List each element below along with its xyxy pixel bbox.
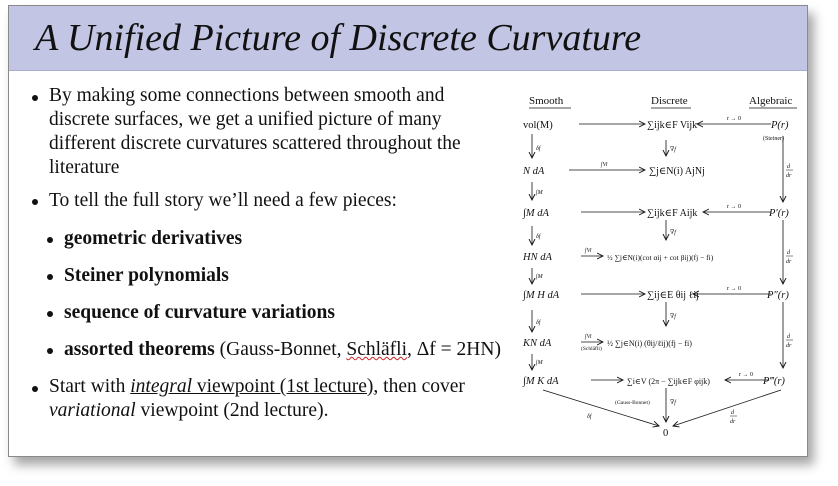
label-int-m: ∫M [536,190,543,196]
node-int-dA: ∫M dA [523,208,549,219]
header-discrete: Discrete [651,95,688,107]
d-dr-denominator: dr [786,259,792,265]
bullet-start [49,375,465,423]
d-dr-numerator: d [787,164,790,170]
steiner-note: (Steiner) [763,136,784,142]
theorems-text: , Δf = 2HN) [407,339,501,360]
bullet-dot [32,386,38,392]
label-int-vi: ∫Vi [585,248,592,254]
sub-bullet-derivatives: geometric derivatives [64,228,243,249]
bullet-dot [32,199,38,205]
node-dihedral-laplacian: ½ ∑j∈N(i) (θij/ℓij)(fj − fi) [607,339,692,348]
label-delta-f: δf [536,146,541,152]
bullet-line: different discrete curvatures scattered throughout the [49,133,461,154]
d-dr-numerator: d [731,410,734,416]
bullet-line: literature [49,157,120,178]
node-angle-defect: ∑i∈V (2π − ∑ijk∈F φijk) [627,377,710,386]
node-kn-dA: KN dA [523,338,552,349]
node-p: P(r) [771,120,789,131]
bullet-line: By making some connections between smooth and [49,85,445,106]
label-int-vi: ∫Vi [585,334,592,340]
theorems-text: (Gauss-Bonnet, [214,339,347,360]
curvature-diagram [519,88,799,444]
start-text: Start with [49,376,131,397]
node-p-double-prime: P″(r) [767,290,789,301]
slide [8,5,808,457]
schlafli-word: Schläfli [346,339,408,360]
first-lecture-link: viewpoint (1st lecture) [192,376,374,397]
node-hn-dA: HN dA [523,252,552,263]
theorems-label: assorted theorems [64,339,215,360]
label-delta-f: δf [536,320,541,326]
node-sum-theta-l: ∑ij∈E θij ℓij [647,290,699,301]
start-text: , then cover [373,376,465,397]
label-d-dr [730,410,737,425]
label-int-m: ∫M [536,360,543,366]
label-r-to-0: r → 0 [739,372,753,378]
node-cot-laplacian: ½ ∑j∈N(i)(cot αij + cot βij)(fj − fi) [607,253,714,262]
label-schlafli: (Schläfli) [581,346,602,352]
label-r-to-0: r → 0 [727,204,741,210]
node-sum-ajnj: ∑j∈N(i) AjNj [649,166,705,177]
node-p-prime: P′(r) [769,208,789,219]
label-d-dr [786,164,793,179]
bullet-pieces: To tell the full story we’ll need a few pieces: [49,190,397,211]
bullet-dot [32,95,38,101]
integral-word: integral [130,376,192,397]
slide-title: A Unified Picture of Discrete Curvature [35,17,642,59]
node-sum-aijk: ∑ijk∈F Aijk [647,208,698,219]
node-vol: vol(M) [523,120,553,131]
bullet-connections [49,84,461,180]
node-ndA: N dA [523,166,545,177]
d-dr-numerator: d [787,334,790,340]
label-int-m: ∫M [536,274,543,280]
node-int-h-dA: ∫M H dA [523,290,560,301]
label-gauss-bonnet: (Gauss-Bonnet) [615,400,650,406]
d-dr-denominator: dr [786,343,792,349]
label-delta-f: δf [587,414,592,420]
bullet-line: discrete surfaces, we get a unified picture of many [49,109,442,130]
sub-bullet-dot [47,274,53,280]
node-zero: 0 [663,428,669,439]
header-smooth: Smooth [529,95,564,107]
d-dr-numerator: d [787,250,790,256]
d-dr-denominator: dr [786,173,792,179]
label-grad: ∇f [670,230,676,236]
label-d-dr [786,334,793,349]
label-delta-f: δf [536,234,541,240]
variational-word: variational [49,400,136,421]
label-grad: ∇f [670,147,676,153]
sub-bullet-dot [47,237,53,243]
label-r-to-0: r → 0 [727,116,741,122]
sub-bullet-variations: sequence of curvature variations [64,302,335,323]
sub-bullet-dot [47,348,53,354]
label-grad: ∇f [670,314,676,320]
label-grad: ∇f [670,400,676,406]
node-sum-vijk: ∑ijk∈F Vijk [647,120,698,131]
node-int-k-dA: ∫M K dA [523,376,559,387]
label-r-to-0: r → 0 [727,286,741,292]
second-lecture-text: viewpoint (2nd lecture). [135,400,329,421]
node-p-triple-prime: P‴(r) [763,376,785,387]
header-algebraic: Algebraic [749,95,793,107]
sub-bullet-dot [47,311,53,317]
label-d-dr [786,250,793,265]
title-bar [9,6,807,71]
label-int-vi: ∫Vi [601,162,608,168]
d-dr-denominator: dr [730,419,736,425]
sub-bullet-theorems [64,338,501,362]
sub-bullet-steiner: Steiner polynomials [64,265,229,286]
